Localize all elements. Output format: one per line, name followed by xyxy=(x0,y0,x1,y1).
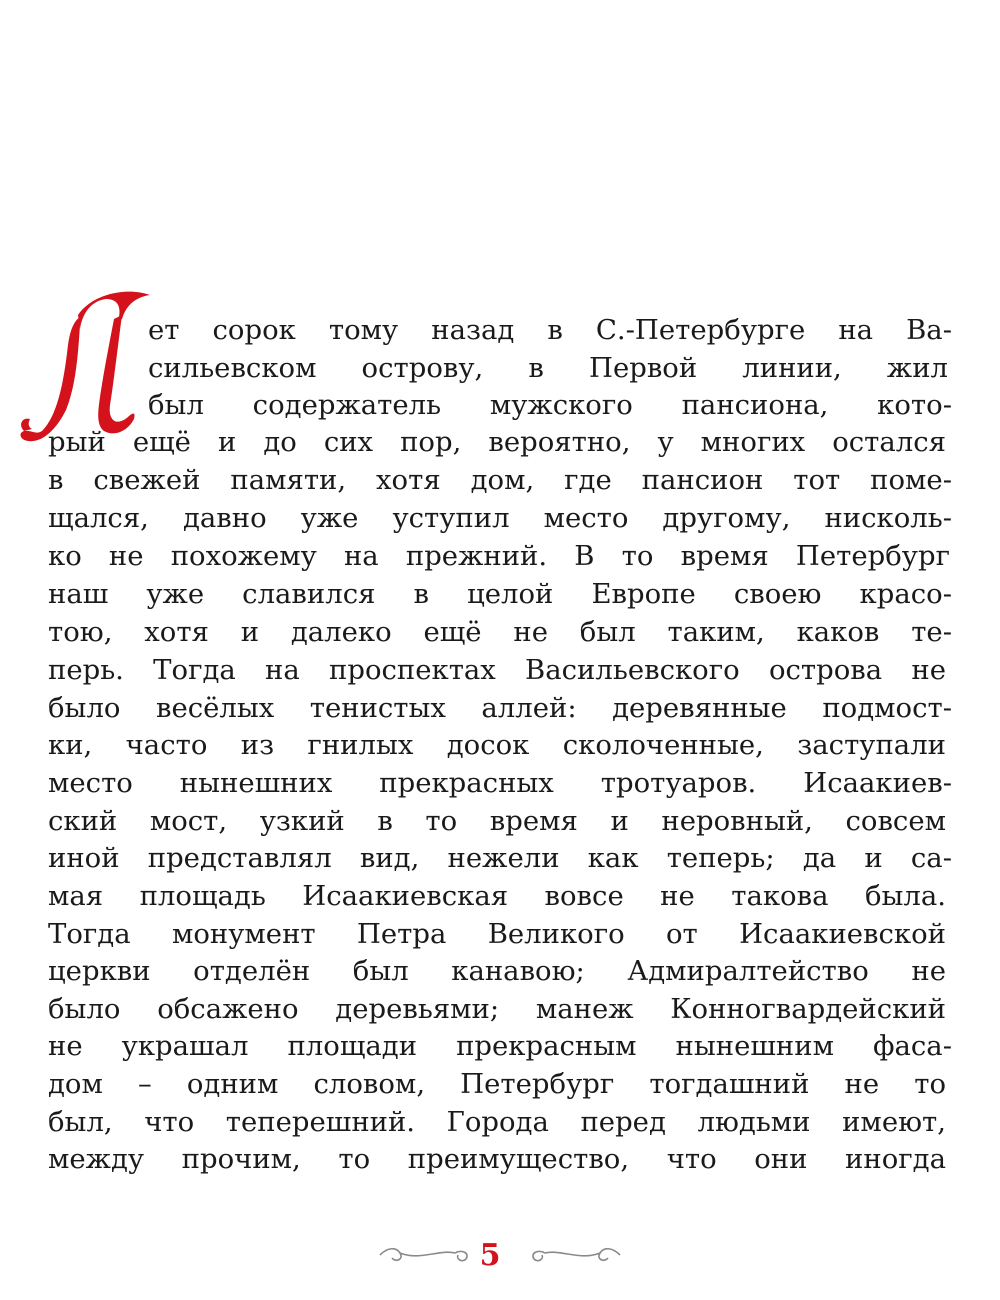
text-line-10: перь. Тогда на проспектах Васильевского острова не xyxy=(48,654,946,686)
text-line-23: между прочим, то преимущество, что они иногда xyxy=(48,1143,946,1175)
text-line-22: был, что теперешний. Города перед людьми имеют, xyxy=(48,1106,946,1138)
text-line-20: не украшал площади прекрасным нынешним фаса- xyxy=(48,1030,952,1062)
text-line-3: был содержатель мужского пансиона, кото- xyxy=(148,389,952,421)
text-line-19: было обсажено деревьями; манеж Конногвардейский xyxy=(48,993,946,1025)
dropcap-curl xyxy=(21,419,32,431)
dropcap-stroke-left xyxy=(21,317,80,441)
text-line-4: рый ещё и до сих пор, вероятно, у многих остался xyxy=(48,426,946,458)
text-line-18: церкви отделён был канавою; Адмиралтейство не xyxy=(48,955,946,987)
text-line-1: ет сорок тому назад в С.-Петербурге на Ва- xyxy=(148,314,952,346)
ornament-right-swirl xyxy=(545,1249,620,1261)
text-line-13: место нынешних прекрасных тротуаров. Исаакиев- xyxy=(48,767,952,799)
ornament-left-leaf xyxy=(455,1251,467,1260)
text-line-7: ко не похожему на прежний. В то время Петербург xyxy=(48,540,950,572)
text-line-17: Тогда монумент Петра Великого от Исаакиевской xyxy=(48,918,946,950)
page-number: 5 xyxy=(479,1238,501,1273)
text-line-11: было весёлых тенистых аллей: деревянные подмост- xyxy=(48,692,952,724)
text-line-2: сильевском острову, в Первой линии, жил xyxy=(148,352,948,384)
text-line-12: ки, часто из гнилых досок сколоченные, заступали xyxy=(48,729,946,761)
text-line-8: наш уже славился в целой Европе своею красо- xyxy=(48,578,952,610)
dropcap-stroke-right xyxy=(98,315,134,433)
text-line-15: иной представлял вид, нежели как теперь; да и са- xyxy=(48,842,952,874)
text-line-6: щался, давно уже уступил место другому, нисколь- xyxy=(48,502,952,534)
text-line-21: дом – одним словом, Петербург тогдашний не то xyxy=(48,1068,946,1100)
ornament-right-leaf xyxy=(533,1251,545,1260)
ornament-left-swirl xyxy=(380,1249,455,1261)
text-line-14: ский мост, узкий в то время и неровный, совсем xyxy=(48,805,946,837)
text-line-9: тою, хотя и далеко ещё не был таким, каков те- xyxy=(48,616,952,648)
text-line-5: в свежей памяти, хотя дом, где пансион тот поме- xyxy=(48,464,952,496)
text-line-16: мая площадь Исаакиевская вовсе не такова была. xyxy=(48,880,946,912)
